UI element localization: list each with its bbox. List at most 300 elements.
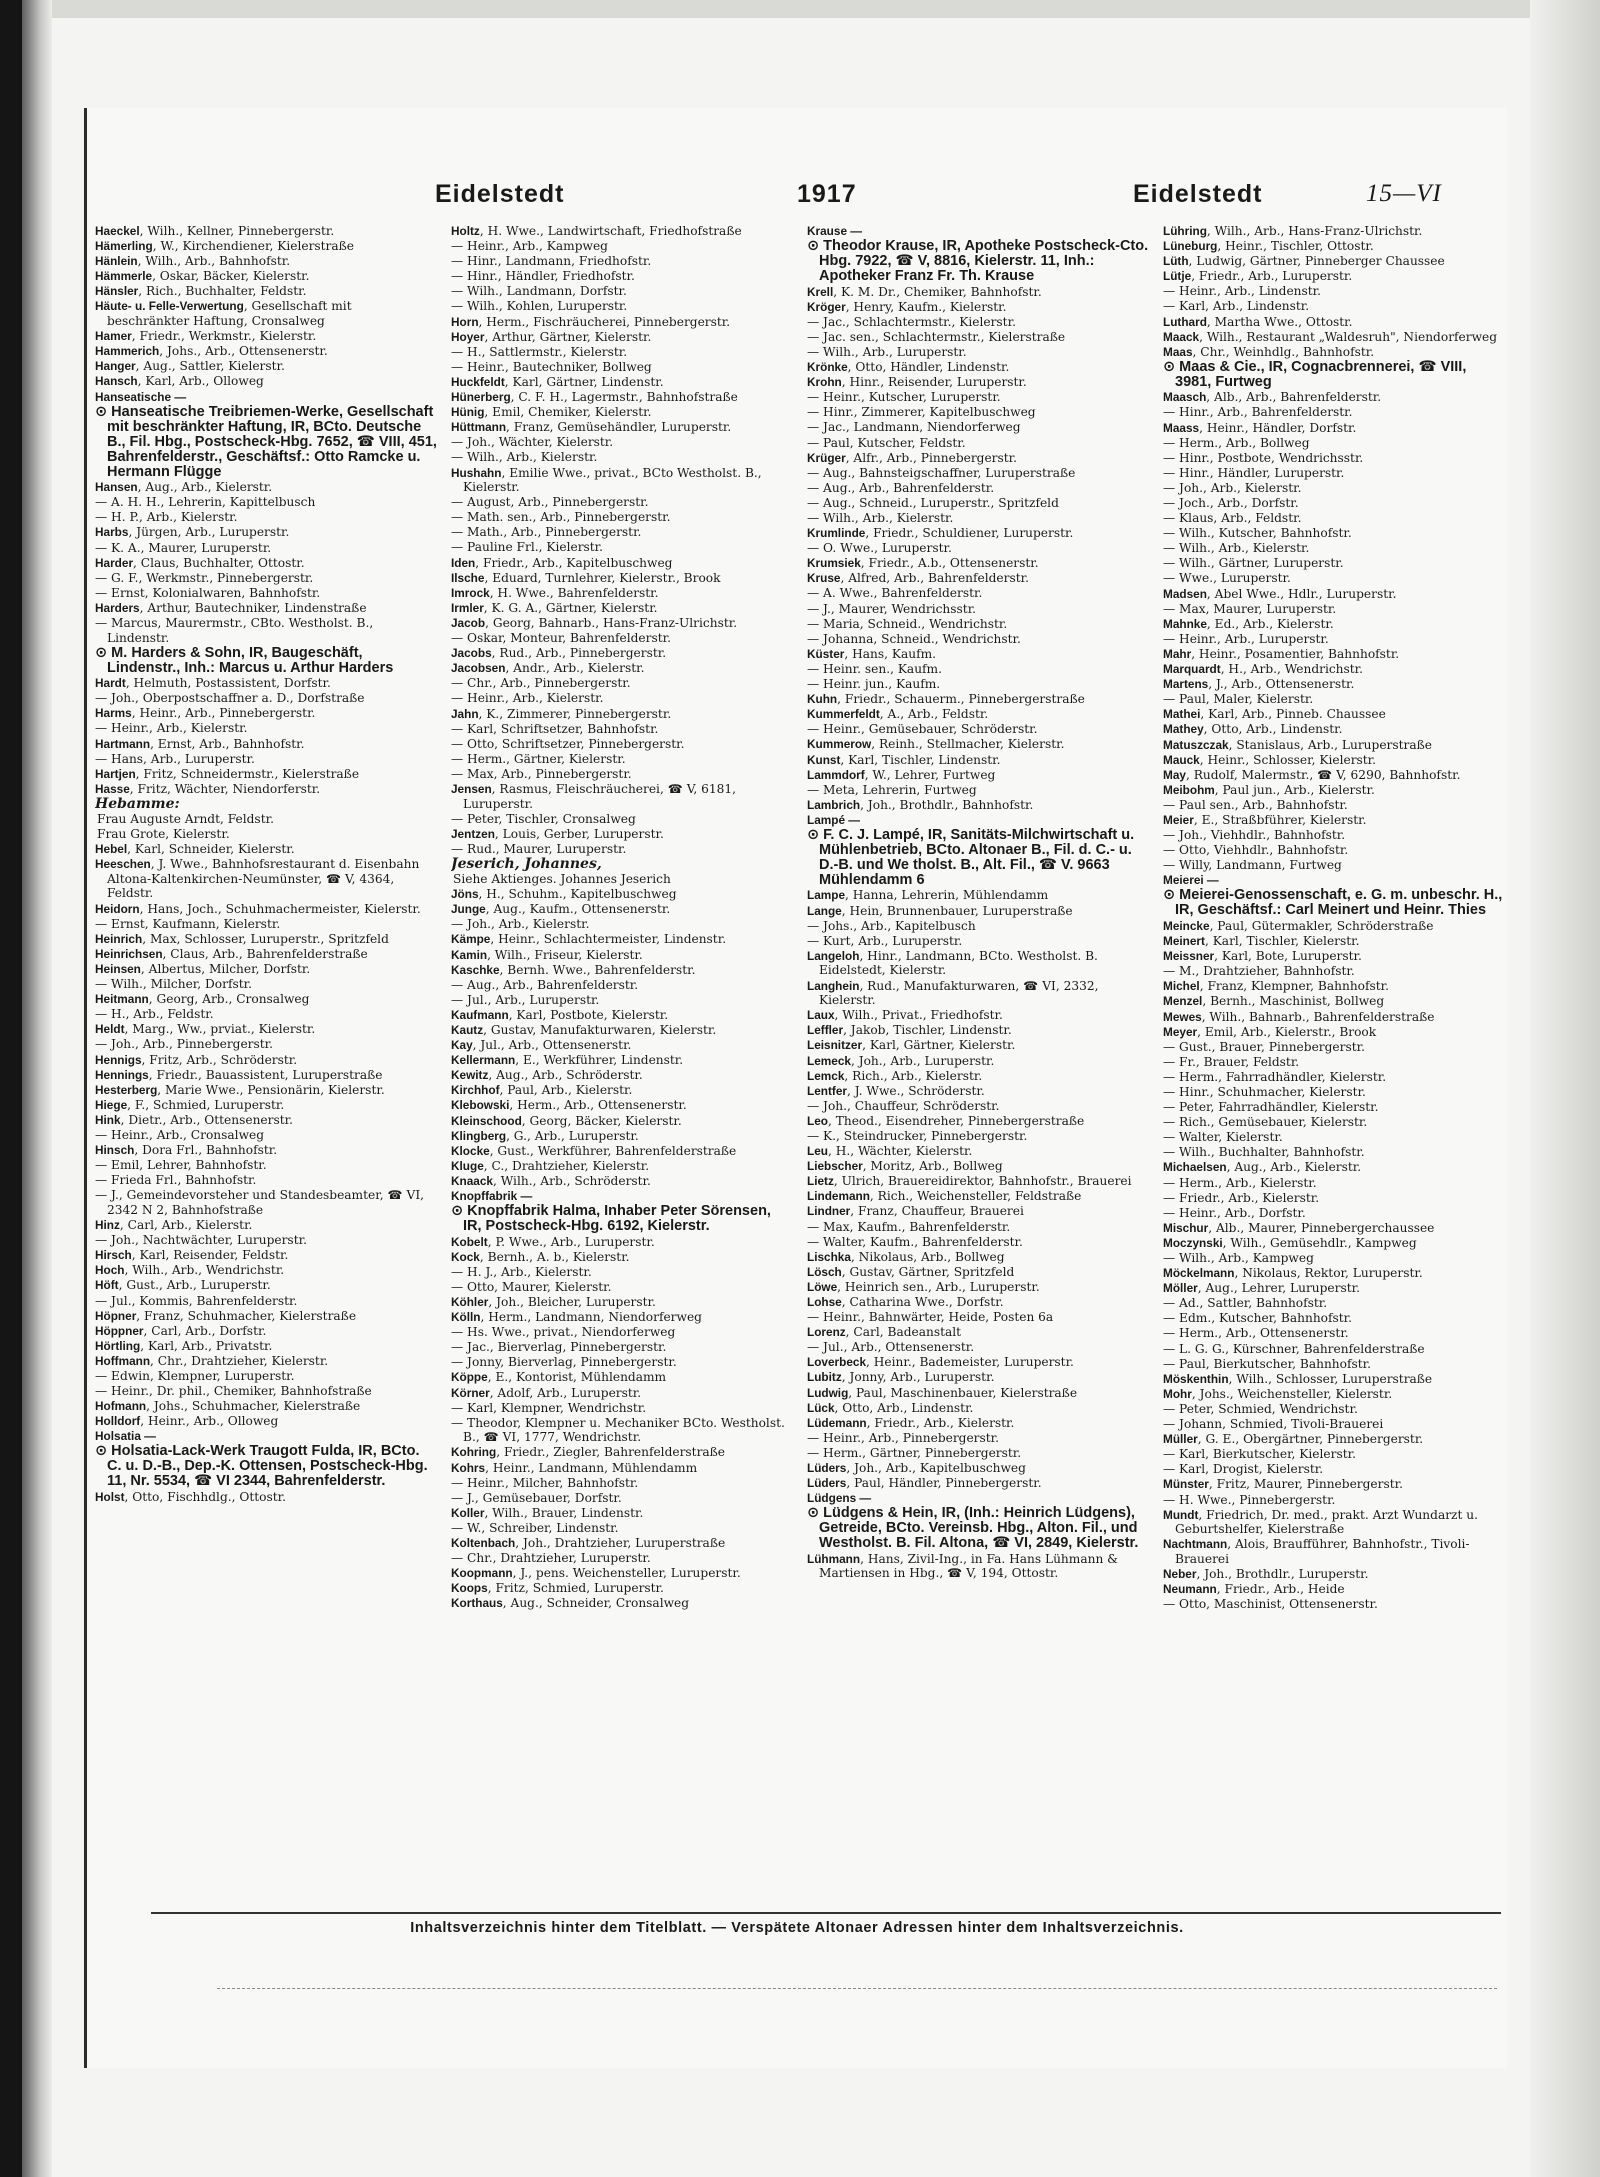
directory-entry: — Hinr., Landmann, Friedhofstr. (451, 254, 652, 269)
directory-entry: Hämerling, W., Kirchendiener, Kielerstraße (95, 239, 354, 254)
directory-entry: Häute- u. Felle-Verwertung, Gesellschaft mit beschränkter Haftung, Cronsalweg (95, 299, 352, 329)
directory-entry: — Emil, Lehrer, Bahnhofstr. (95, 1158, 267, 1173)
directory-entry: Holst, Otto, Fischhdlg., Ottostr. (95, 1489, 287, 1504)
directory-entry: Harders, Arthur, Bautechniker, Lindenstraße (95, 600, 367, 615)
directory-entry: ⊙ M. Harders & Sohn, IR, Baugeschäft, Lindenstr., Inh.: Marcus u. Arthur Harders (95, 644, 394, 676)
directory-entry: Meibohm, Paul jun., Arb., Kielerstr. (1163, 782, 1375, 797)
directory-entry: Jentzen, Louis, Gerber, Luruperstr. (451, 826, 664, 841)
directory-entry: — Jonny, Bierverlag, Pinnebergerstr. (451, 1355, 677, 1370)
directory-entry: Leisnitzer, Karl, Gärtner, Kielerstr. (807, 1038, 1016, 1053)
directory-entry: — Heinr., Arb., Cronsalweg (95, 1127, 265, 1142)
directory-entry: Meier, E., Straßbführer, Kielerstr. (1163, 812, 1367, 827)
directory-entry: — Marcus, Maurermstr., CBto. Westholst. B., Lindenstr. (95, 615, 374, 645)
directory-entry: Moczynski, Wilh., Gemüsehdlr., Kampweg (1163, 1235, 1417, 1250)
directory-entry: — Karl, Drogist, Kielerstr. (1163, 1462, 1324, 1477)
directory-entry: Kaufmann, Karl, Postbote, Kielerstr. (451, 1007, 669, 1022)
directory-entry: Jacobsen, Andr., Arb., Kielerstr. (451, 661, 645, 676)
directory-entry: — Hinr., Zimmerer, Kapitelbuschweg (807, 405, 1036, 420)
directory-entry: Koopmann, J., pens. Weichensteller, Luruperstr. (451, 1566, 741, 1581)
directory-entry: — Herm., Fahrradhändler, Kielerstr. (1163, 1069, 1387, 1084)
directory-entry: — Pauline Frl., Kielerstr. (451, 540, 604, 555)
directory-entry: Kluge, C., Drahtzieher, Kielerstr. (451, 1158, 650, 1173)
directory-entry: — L. G. G., Kürschner, Bahrenfelderstraße (1163, 1341, 1425, 1356)
directory-entry: — Joh., Wächter, Kielerstr. (451, 435, 614, 450)
directory-entry: Kamin, Wilh., Friseur, Kielerstr. (451, 947, 643, 962)
directory-entry: — Hs. Wwe., privat., Niendorferweg (451, 1325, 676, 1340)
directory-entry: — Otto, Maurer, Kielerstr. (451, 1279, 612, 1294)
directory-entry: Madsen, Abel Wwe., Hdlr., Luruperstr. (1163, 586, 1397, 601)
directory-entry: — Heinr., Arb., Dorfstr. (1163, 1205, 1306, 1220)
directory-entry: — Joh., Chauffeur, Schröderstr. (807, 1098, 1000, 1113)
footer-rule (151, 1912, 1501, 1914)
directory-entry: — Wilh., Gärtner, Luruperstr. (1163, 556, 1344, 571)
directory-entry: — Hinr., Händler, Luruperstr. (1163, 465, 1345, 480)
directory-entry: Hoch, Wilh., Arb., Wendrichstr. (95, 1263, 285, 1278)
directory-entry: Krause — (807, 224, 863, 238)
footer-note: Inhaltsverzeichnis hinter dem Titelblatt. — Verspätete Altonaer Adressen hinter dem Inhaltsverzeichnis. (410, 1920, 1184, 1936)
directory-entry: — Jac., Landmann, Niendorferweg (807, 420, 1021, 435)
directory-entry: Münster, Fritz, Maurer, Pinnebergerstr. (1163, 1477, 1403, 1492)
directory-entry: Möller, Aug., Lehrer, Luruperstr. (1163, 1281, 1360, 1296)
directory-entry: ⊙ Meierei-Genossenschaft, e. G. m. unbeschr. H., IR, Geschäftsf.: Carl Meinert und Heinr. Thies (1163, 887, 1503, 919)
directory-entry: Lindner, Franz, Chauffeur, Brauerei (807, 1204, 1024, 1219)
directory-entry: Imrock, H. Wwe., Bahrenfelderstr. (451, 585, 659, 600)
directory-entry: Koller, Wilh., Brauer, Lindenstr. (451, 1505, 644, 1520)
directory-entry: Kunst, Karl, Tischler, Lindenstr. (807, 752, 1001, 767)
directory-entry: Lentfer, J. Wwe., Schröderstr. (807, 1083, 985, 1098)
directory-entry: — J., Gemüsebauer, Dorfstr. (451, 1490, 622, 1505)
directory-entry: Meinert, Karl, Tischler, Kielerstr. (1163, 934, 1360, 949)
directory-entry: — Klaus, Arb., Feldstr. (1163, 511, 1302, 526)
directory-entry: Leffler, Jakob, Tischler, Lindenstr. (807, 1023, 1012, 1038)
directory-entry: Höppner, Carl, Arb., Dorfstr. (95, 1323, 267, 1338)
directory-entry: Haeckel, Wilh., Kellner, Pinnebergerstr. (95, 224, 335, 238)
directory-entry: — Frieda Frl., Bahnhofstr. (95, 1173, 257, 1188)
directory-entry: — Jac., Schlachtermstr., Kielerstr. (807, 314, 1016, 329)
directory-entry: Heldt, Marg., Ww., prviat., Kielerstr. (95, 1022, 316, 1037)
directory-entry: Hammerich, Johs., Arb., Ottensenerstr. (95, 344, 328, 359)
directory-entry: — Johanna, Schneid., Wendrichstr. (807, 631, 1021, 646)
directory-entry: Jeserich, Johannes, (451, 855, 602, 872)
directory-entry: Hämmerle, Oskar, Bäcker, Kielerstr. (95, 269, 310, 284)
directory-entry: Hanseatische — (95, 389, 187, 404)
directory-entry: Jahn, K., Zimmerer, Pinnebergerstr. (451, 706, 672, 721)
directory-entry: Hink, Dietr., Arb., Ottensenerstr. (95, 1112, 293, 1127)
header-place-right: Eidelstedt (1133, 180, 1263, 208)
directory-entry: Lorenz, Carl, Badeanstalt (807, 1325, 962, 1340)
directory-entry: Kock, Bernh., A. b., Kielerstr. (451, 1249, 630, 1264)
directory-entry: Siehe Aktienges. Johannes Jeserich (453, 872, 671, 887)
directory-entry: Möskenthin, Wilh., Schlosser, Luruperstraße (1163, 1371, 1433, 1386)
directory-entry: — Wilh., Milcher, Dorfstr. (95, 977, 252, 992)
directory-entry: — Otto, Maschinist, Ottensenerstr. (1163, 1597, 1378, 1612)
directory-entry: Kewitz, Aug., Arb., Schröderstr. (451, 1068, 643, 1083)
directory-entry: — Karl, Schriftsetzer, Bahnhofstr. (451, 721, 659, 736)
directory-entry: — Chr., Drahtzieher, Luruperstr. (451, 1551, 651, 1566)
directory-entry: Hiege, F., Schmied, Luruperstr. (95, 1097, 285, 1112)
directory-entry: ⊙ Hanseatische Treibriemen-Werke, Gesellschaft mit beschränkter Haftung, IR, BCto. Deutsche B., Fil. Hbg., Postscheck-Hbg. 7652, ☎ VIII, 451, Bahrenfelderstr., Geschäftsf.: Otto Ramcke u. Hermann Flügge (95, 403, 437, 480)
directory-entry: Hartmann, Ernst, Arb., Bahnhofstr. (95, 736, 305, 751)
directory-entry: Kämpe, Heinr., Schlachtermeister, Lindenstr. (451, 932, 727, 947)
directory-entry: Lüders, Paul, Händler, Pinnebergerstr. (807, 1476, 1042, 1491)
directory-entry: Neumann, Friedr., Arb., Heide (1163, 1582, 1345, 1597)
directory-entry: — August, Arb., Pinnebergerstr. (451, 495, 649, 510)
directory-entry: Frau Auguste Arndt, Feldstr. (97, 812, 274, 826)
directory-entry: Heitmann, Georg, Arb., Cronsalweg (95, 992, 310, 1007)
running-header (87, 180, 1507, 214)
bottom-dashed-line (217, 1988, 1497, 1989)
directory-entry: — Joh., Nachtwächter, Luruperstr. (95, 1233, 307, 1248)
directory-entry: — Otto, Schriftsetzer, Pinnebergerstr. (451, 736, 685, 751)
directory-entry: Kummerfeldt, A., Arb., Feldstr. (807, 707, 989, 722)
directory-entry: Frau Grote, Kielerstr. (97, 827, 230, 842)
directory-entry: Koltenbach, Joh., Drahtzieher, Luruperstraße (451, 1535, 726, 1550)
directory-entry: Jacob, Georg, Bahnarb., Hans-Franz-Ulrichstr. (451, 615, 738, 630)
directory-entry: — Max, Maurer, Luruperstr. (1163, 601, 1337, 616)
directory-entry: Leu, H., Wächter, Kielerstr. (807, 1144, 973, 1159)
directory-entry: Holsatia — (95, 1429, 156, 1444)
directory-entry: — Heinr., Kutscher, Luruperstr. (807, 390, 1001, 405)
directory-entry: Kay, Jul., Arb., Ottensenerstr. (451, 1038, 632, 1053)
directory-entry: Meincke, Paul, Gütermakler, Schröderstraße (1163, 918, 1434, 933)
directory-entry: — H. J., Arb., Kielerstr. (451, 1264, 592, 1279)
directory-entry: — Heinr., Dr. phil., Chemiker, Bahnhofstraße (95, 1384, 372, 1399)
directory-entry: — Aug., Bahnsteigschaffner, Luruperstraße (807, 465, 1076, 480)
directory-entry: Lüders, Joh., Arb., Kapitelbuschweg (807, 1461, 1026, 1476)
directory-entry: — Max, Kaufm., Bahrenfelderstr. (807, 1219, 1011, 1234)
directory-entry: — Hinr., Händler, Friedhofstr. (451, 269, 635, 284)
directory-entry: Hirsch, Karl, Reisender, Feldstr. (95, 1248, 289, 1263)
directory-entry: — Wilh., Arb., Kielerstr. (451, 450, 598, 465)
directory-entry: Hofmann, Johs., Schuhmacher, Kielerstraße (95, 1399, 361, 1414)
directory-entry: — G. F., Werkmstr., Pinnebergerstr. (95, 570, 314, 585)
directory-entry: — Karl, Bierkutscher, Kielerstr. (1163, 1447, 1356, 1462)
directory-entry: Lange, Hein, Brunnenbauer, Luruperstraße (807, 903, 1073, 918)
directory-entry: — Peter, Tischler, Cronsalweg (451, 811, 636, 826)
directory-entry: Höpner, Franz, Schuhmacher, Kielerstraße (95, 1308, 357, 1323)
directory-entry: ⊙ Maas & Cie., IR, Cognacbrennerei, ☎ VIII, 3981, Furtweg (1163, 358, 1467, 390)
directory-entry: — Herm., Arb., Kielerstr. (1163, 1175, 1317, 1190)
directory-entry: Mathey, Otto, Arb., Lindenstr. (1163, 722, 1343, 737)
directory-entry: — Jac., Bierverlag, Pinnebergerstr. (451, 1340, 667, 1355)
directory-entry: Menzel, Bernh., Maschinist, Bollweg (1163, 994, 1385, 1009)
directory-entry: ⊙ Knopffabrik Halma, Inhaber Peter Sörensen, IR, Postscheck-Hbg. 6192, Kielerstr. (451, 1203, 771, 1235)
directory-entry: — Herm., Gärtner, Pinnebergerstr. (807, 1445, 1022, 1460)
directory-entry: — Heinr. sen., Kaufm. (807, 661, 942, 676)
directory-entry: — Maria, Schneid., Wendrichstr. (807, 616, 1008, 631)
directory-entry: Horn, Herm., Fischräucherei, Pinnebergerstr. (451, 314, 731, 329)
directory-entry: Lemck, Rich., Arb., Kielerstr. (807, 1068, 983, 1083)
directory-entry: Krumlinde, Friedr., Schuldiener, Luruperstr. (807, 526, 1074, 541)
directory-entry: — Joh., Viehhdlr., Bahnhofstr. (1163, 828, 1346, 843)
directory-entry: Koops, Fritz, Schmied, Luruperstr. (451, 1581, 664, 1596)
directory-entry: Martens, J., Arb., Ottensenerstr. (1163, 677, 1355, 692)
directory-entry: Loverbeck, Heinr., Bademeister, Luruperstr. (807, 1355, 1074, 1370)
directory-entry: Maasch, Alb., Arb., Bahrenfelderstr. (1163, 390, 1382, 405)
directory-entry: Lubitz, Jonny, Arb., Luruperstr. (807, 1370, 995, 1385)
directory-entry: Kölln, Herm., Landmann, Niendorferweg (451, 1310, 702, 1325)
directory-entry: — Aug., Arb., Bahrenfelderstr. (807, 480, 995, 495)
directory-entry: — Edm., Kutscher, Bahnhofstr. (1163, 1311, 1353, 1326)
directory-entry: — Hinr., Postbote, Wendrichsstr. (1163, 450, 1364, 465)
directory-entry: Lösch, Gustav, Gärtner, Spritzfeld (807, 1264, 1015, 1279)
column-2 (451, 224, 793, 1914)
directory-entry: — Meta, Lehrerin, Furtweg (807, 782, 977, 797)
directory-entry: — Rud., Maurer, Luruperstr. (451, 841, 627, 856)
directory-entry: Löwe, Heinrich sen., Arb., Luruperstr. (807, 1279, 1040, 1294)
directory-entry: Krohn, Hinr., Reisender, Luruperstr. (807, 375, 1027, 390)
directory-entry: Krumsiek, Friedr., A.b., Ottensenerstr. (807, 556, 1039, 571)
directory-entry: Mischur, Alb., Maurer, Pinnebergerchaussee (1163, 1220, 1435, 1235)
directory-entry: Korthaus, Aug., Schneider, Cronsalweg (451, 1596, 690, 1611)
directory-entry: Holtz, H. Wwe., Landwirtschaft, Friedhofstraße (451, 224, 742, 238)
directory-entry: Hünig, Emil, Chemiker, Kielerstr. (451, 405, 652, 420)
directory-entry: — Edwin, Klempner, Luruperstr. (95, 1368, 295, 1383)
directory-entry: — Wilh., Landmann, Dorfstr. (451, 284, 627, 299)
directory-entry: Kellermann, E., Werkführer, Lindenstr. (451, 1053, 684, 1068)
directory-entry: — Hans, Arb., Luruperstr. (95, 751, 255, 766)
directory-entry: Küster, Hans, Kaufm. (807, 646, 937, 661)
directory-entry: Möckelmann, Nikolaus, Rektor, Luruperstr. (1163, 1266, 1423, 1281)
directory-entry: ⊙ Holsatia-Lack-Werk Traugott Fulda, IR, BCto. C. u. D.-B., Dep.-K. Ottensen, Postscheck-Hbg. 11, Nr. 5534, ☎ VI 2344, Bahrenfelderstr. (95, 1443, 428, 1490)
directory-entry: Mahnke, Ed., Arb., Kielerstr. (1163, 616, 1334, 631)
directory-entry: — Heinr., Bautechniker, Bollweg (451, 359, 652, 374)
directory-entry: Lütje, Friedr., Arb., Luruperstr. (1163, 269, 1353, 284)
directory-entry: — Heinr., Bahnwärter, Heide, Posten 6a (807, 1310, 1054, 1325)
directory-entry: — K. A., Maurer, Luruperstr. (95, 540, 272, 555)
directory-entry: Mewes, Wilh., Bahnarb., Bahrenfelderstraße (1163, 1009, 1435, 1024)
directory-entry: Ludwig, Paul, Maschinenbauer, Kielerstraße (807, 1385, 1078, 1400)
directory-entry: Klebowski, Herm., Arb., Ottensenerstr. (451, 1098, 687, 1113)
directory-entry: — Herm., Arb., Ottensenerstr. (1163, 1326, 1349, 1341)
directory-entry: — Hinr., Arb., Bahrenfelderstr. (1163, 405, 1353, 420)
directory-entry: — Walter, Kielerstr. (1163, 1130, 1283, 1145)
directory-entry: Liebscher, Moritz, Arb., Bollweg (807, 1159, 1003, 1174)
directory-entry: Irmler, K. G. A., Gärtner, Kielerstr. (451, 600, 658, 615)
directory-entry: Lühmann, Hans, Zivil-Ing., in Fa. Hans Lühmann & Martiensen in Hbg., ☎ V, 194, Ottostr. (807, 1551, 1119, 1581)
directory-entry: — Heinr., Arb., Kampweg (451, 239, 608, 254)
directory-entry: Kleinschood, Georg, Bäcker, Kielerstr. (451, 1113, 682, 1128)
directory-entry: Marquardt, H., Arb., Wendrichstr. (1163, 662, 1364, 677)
directory-entry: Lemeck, Joh., Arb., Luruperstr. (807, 1053, 995, 1068)
directory-entry: Huckfeldt, Karl, Gärtner, Lindenstr. (451, 374, 664, 389)
directory-entry: Kaschke, Bernh. Wwe., Bahrenfelderstr. (451, 962, 696, 977)
directory-entry: — J., Maurer, Wendrichsstr. (807, 601, 977, 616)
directory-entry: — O. Wwe., Luruperstr. (807, 541, 952, 556)
directory-entry: — Karl, Klempner, Wendrichstr. (451, 1400, 647, 1415)
directory-entry: — K., Steindrucker, Pinnebergerstr. (807, 1128, 1028, 1143)
directory-entry: Köppe, E., Kontorist, Mühlendamm (451, 1370, 667, 1385)
directory-entry: Kröger, Henry, Kaufm., Kielerstr. (807, 299, 1007, 314)
directory-entry: Langhein, Rud., Manufakturwaren, ☎ VI, 2332, Kielerstr. (807, 978, 1099, 1008)
directory-entry: — Wwe., Luruperstr. (1163, 571, 1291, 586)
directory-entry: Meyer, Emil, Arb., Kielerstr., Brook (1163, 1024, 1377, 1039)
directory-entry: — Wilh., Arb., Kielerstr. (1163, 541, 1310, 556)
directory-entry: — Ernst, Kolonialwaren, Bahnhofstr. (95, 585, 321, 600)
directory-entry: — Heinr. jun., Kaufm. (807, 677, 941, 692)
directory-entry: Mahr, Heinr., Posamentier, Bahnhofstr. (1163, 646, 1400, 661)
directory-entry: Knopffabrik — (451, 1189, 533, 1203)
directory-entry: Hinsch, Dora Frl., Bahnhofstr. (95, 1143, 278, 1158)
directory-entry: Heeschen, J. Wwe., Bahnhofsrestaurant d. Eisenbahn Altona-Kaltenkirchen-Neumünster, ☎ V, 4364, Feldstr. (95, 857, 420, 901)
directory-entry: — M., Drahtzieher, Bahnhofstr. (1163, 964, 1355, 979)
directory-entry: Lampé — (807, 812, 861, 827)
directory-entry: Lüdemann, Friedr., Arb., Kielerstr. (807, 1415, 1015, 1430)
directory-entry: Lühring, Wilh., Arb., Hans-Franz-Ulrichstr. (1163, 224, 1423, 238)
directory-entry: — Math. sen., Arb., Pinnebergerstr. (451, 510, 671, 525)
directory-entry: Mauck, Heinr., Schlosser, Kielerstr. (1163, 752, 1377, 767)
directory-entry: — Friedr., Arb., Kielerstr. (1163, 1190, 1320, 1205)
directory-entry: — Jul., Arb., Ottensenerstr. (807, 1340, 975, 1355)
directory-entry: Müller, G. E., Obergärtner, Pinnebergerstr. (1163, 1432, 1424, 1447)
directory-entry: Kummerow, Reinh., Stellmacher, Kielerstr. (807, 737, 1065, 752)
directory-entry: Krell, K. M. Dr., Chemiker, Bahnhofstr. (807, 284, 1042, 299)
directory-entry: — Rich., Gemüsebauer, Kielerstr. (1163, 1115, 1368, 1130)
scan-binding-edge (0, 0, 22, 2177)
directory-entry: — Johs., Arb., Kapitelbusch (807, 918, 976, 933)
directory-entry: — Jul., Kommis, Bahrenfelderstr. (95, 1293, 298, 1308)
directory-entry: Lampe, Hanna, Lehrerin, Mühlendamm (807, 888, 1049, 903)
directory-entry: — Heinr., Arb., Kielerstr. (95, 721, 248, 736)
directory-entry: Jacobs, Rud., Arb., Pinnebergerstr. (451, 646, 667, 661)
directory-entry: Laux, Wilh., Privat., Friedhofstr. (807, 1008, 1003, 1023)
directory-entry: Mathei, Karl, Arb., Pinneb. Chaussee (1163, 707, 1386, 722)
directory-entry: — H., Sattlermstr., Kielerstr. (451, 344, 628, 359)
directory-entry: Hebamme: (95, 795, 180, 812)
directory-entry: — Chr., Arb., Pinnebergerstr. (451, 676, 631, 691)
directory-entry: Jöns, H., Schuhm., Kapitelbuschweg (451, 887, 677, 902)
directory-entry: Luthard, Martha Wwe., Ottostr. (1163, 314, 1353, 329)
directory-entry: Meissner, Karl, Bote, Luruperstr. (1163, 949, 1362, 964)
directory-entry: Körner, Adolf, Arb., Luruperstr. (451, 1385, 642, 1400)
directory-entry: ⊙ Lüdgens & Hein, IR, (Inh.: Heinrich Lüdgens), Getreide, BCto. Vereinsb. Hbg., Alton. Fil., und Westholst. B. Fil. Altona, ☎ VI, 2849, Kielerstr. (807, 1505, 1139, 1552)
directory-entry: Höft, Gust., Arb., Luruperstr. (95, 1278, 271, 1293)
directory-entry: — Paul, Maler, Kielerstr. (1163, 692, 1314, 707)
directory-entry: Hesterberg, Marie Wwe., Pensionärin, Kielerstr. (95, 1082, 385, 1097)
directory-entry: Jensen, Rasmus, Fleischräucherei, ☎ V, 6181, Luruperstr. (451, 781, 737, 811)
header-year: 1917 (797, 180, 857, 208)
directory-entry: Köhler, Joh., Bleicher, Luruperstr. (451, 1294, 656, 1309)
scan-binding-shadow (22, 0, 52, 2177)
directory-entry: Neber, Joh., Brothdlr., Luruperstr. (1163, 1566, 1369, 1581)
directory-entry: Heinsen, Albertus, Milcher, Dorfstr. (95, 961, 311, 976)
directory-entry: Michel, Franz, Klempner, Bahnhofstr. (1163, 979, 1390, 994)
directory-entry: — H. P., Arb., Kielerstr. (95, 510, 238, 525)
directory-entry: Michaelsen, Aug., Arb., Kielerstr. (1163, 1160, 1362, 1175)
directory-entry: — Jac. sen., Schlachtermstr., Kielerstraße (807, 329, 1066, 344)
directory-entry: — Jul., Arb., Luruperstr. (451, 992, 600, 1007)
directory-entry: — A. Wwe., Bahrenfelderstr. (807, 586, 983, 601)
directory-entry: Maass, Heinr., Händler, Dorfstr. (1163, 420, 1357, 435)
directory-entry: — H., Arb., Feldstr. (95, 1007, 214, 1022)
directory-entry: Mundt, Friedrich, Dr. med., prakt. Arzt Wundarzt u. Geburtshelfer, Kielerstraße (1163, 1507, 1478, 1537)
directory-entry: Krüger, Alfr., Arb., Pinnebergerstr. (807, 450, 1018, 465)
directory-entry: — Wilh., Kohlen, Luruperstr. (451, 299, 628, 314)
directory-entry: — Oskar, Monteur, Bahrenfelderstr. (451, 631, 671, 646)
directory-entry: — Paul sen., Arb., Bahnhofstr. (1163, 797, 1348, 812)
column-1 (95, 224, 437, 1914)
directory-entry: — Fr., Brauer, Feldstr. (1163, 1054, 1300, 1069)
directory-entry: — Paul, Kutscher, Feldstr. (807, 435, 966, 450)
directory-entry: Kuhn, Friedr., Schauerm., Pinnebergerstraße (807, 692, 1085, 707)
directory-entry: Lüdgens — (807, 1491, 872, 1506)
directory-entry: Leo, Theod., Eisendreher, Pinnebergerstraße (807, 1113, 1085, 1128)
directory-entry: Holldorf, Heinr., Arb., Olloweg (95, 1414, 279, 1429)
directory-entry: — Peter, Schmied, Wendrichstr. (1163, 1401, 1358, 1416)
directory-entry: Heinrichsen, Claus, Arb., Bahrenfelderstraße (95, 946, 368, 961)
header-place-left: Eidelstedt (435, 180, 565, 208)
directory-entry: — Hinr., Schuhmacher, Kielerstr. (1163, 1084, 1366, 1099)
directory-entry: Iden, Friedr., Arb., Kapitelbuschweg (451, 555, 673, 570)
directory-entry: Hüttmann, Franz, Gemüsehändler, Luruperstr. (451, 420, 732, 435)
directory-entry: Hörtling, Karl, Arb., Privatstr. (95, 1338, 273, 1353)
directory-entry: — Peter, Fahrradhändler, Kielerstr. (1163, 1100, 1379, 1115)
directory-entry: Hushahn, Emilie Wwe., privat., BCto Westholst. B., Kielerstr. (451, 465, 762, 495)
directory-entry: Lambrich, Joh., Brothdlr., Bahnhofstr. (807, 797, 1034, 812)
directory-entry: Hasse, Fritz, Wächter, Niendorferstr. (95, 781, 321, 796)
directory-entry: — Willy, Landmann, Furtweg (1163, 858, 1342, 873)
directory-entry: — Aug., Schneid., Luruperstr., Spritzfeld (807, 495, 1059, 510)
entry-columns (95, 224, 1503, 1914)
directory-entry: Hanger, Aug., Sattler, Kielerstr. (95, 359, 285, 374)
directory-entry: Kautz, Gustav, Manufakturwaren, Kielerstr. (451, 1022, 717, 1037)
directory-entry: Maack, Wilh., Restaurant „Waldesruh", Niendorferweg (1163, 329, 1498, 344)
directory-entry: Hoffmann, Chr., Drahtzieher, Kielerstr. (95, 1353, 329, 1368)
directory-entry: Hartjen, Fritz, Schneidermstr., Kielerstraße (95, 766, 360, 781)
directory-entry: Hennigs, Fritz, Arb., Schröderstr. (95, 1052, 298, 1067)
directory-entry: — Otto, Viehhdlr., Bahnhofstr. (1163, 843, 1349, 858)
directory-entry: — Math., Arb., Pinnebergerstr. (451, 525, 642, 540)
directory-entry: May, Rudolf, Malermstr., ☎ V, 6290, Bahnhofstr. (1163, 767, 1461, 782)
directory-entry: ⊙ F. C. J. Lampé, IR, Sanitäts-Milchwirtschaft u. Mühlenbetrieb, BCto. Altonaer B., Fil. d. C.- u. D.-B. und We tholst. B., Alt. Fil., ☎ V. 9663 Mühlendamm 6 (807, 826, 1135, 888)
directory-entry: Hansen, Aug., Arb., Kielerstr. (95, 480, 273, 495)
directory-entry: Matuszczak, Stanislaus, Arb., Luruperstraße (1163, 737, 1432, 752)
directory-entry: Harbs, Jürgen, Arb., Luruperstr. (95, 525, 290, 540)
directory-entry: Klingberg, G., Arb., Luruperstr. (451, 1128, 639, 1143)
directory-entry: Harder, Claus, Buchhalter, Ottostr. (95, 555, 305, 570)
directory-entry: — Wilh., Arb., Luruperstr. (807, 344, 967, 359)
directory-entry: — Herm., Arb., Bollweg (1163, 435, 1310, 450)
page-number: 15—VI (1366, 180, 1442, 207)
directory-entry: Langeloh, Hinr., Landmann, BCto. Westholst. B. Eidelstedt, Kielerstr. (807, 948, 1098, 978)
directory-entry: Junge, Aug., Kaufm., Ottensenerstr. (451, 902, 671, 917)
directory-entry: Lüth, Ludwig, Gärtner, Pinneberger Chaussee (1163, 254, 1445, 269)
directory-entry: — Joch., Arb., Dorfstr. (1163, 496, 1299, 510)
directory-entry: — Paul, Bierkutscher, Bahnhofstr. (1163, 1356, 1372, 1371)
directory-entry: Kirchhof, Paul, Arb., Kielerstr. (451, 1083, 633, 1098)
directory-entry: — J., Gemeindevorsteher und Standesbeamter, ☎ VI, 2342 N 2, Bahnhofstraße (95, 1188, 425, 1217)
directory-entry: Lischka, Nikolaus, Arb., Bollweg (807, 1249, 1005, 1264)
directory-entry: Lück, Otto, Arb., Lindenstr. (807, 1400, 974, 1415)
directory-entry: — Max, Arb., Pinnebergerstr. (451, 766, 632, 781)
directory-page (84, 108, 1507, 2068)
directory-entry: — H. Wwe., Pinnebergerstr. (1163, 1492, 1336, 1507)
directory-entry: — Wilh., Kutscher, Bahnhofstr. (1163, 526, 1352, 541)
directory-entry: Klocke, Gust., Werkführer, Bahrenfelderstraße (451, 1143, 737, 1158)
directory-entry: Lüneburg, Heinr., Tischler, Ottostr. (1163, 239, 1374, 254)
directory-entry: Hinz, Carl, Arb., Kielerstr. (95, 1218, 253, 1233)
directory-entry: — Joh., Oberpostschaffner a. D., Dorfstraße (95, 691, 365, 706)
directory-entry: — Karl, Arb., Lindenstr. (1163, 299, 1310, 314)
directory-entry: — Kurt, Arb., Luruperstr. (807, 933, 963, 948)
directory-entry: Heinrich, Max, Schlosser, Luruperstr., Spritzfeld (95, 931, 389, 946)
directory-entry: — Heinr., Arb., Kielerstr. (451, 691, 604, 706)
directory-entry: Lietz, Ulrich, Brauereidirektor, Bahnhofstr., Brauerei (807, 1174, 1132, 1189)
directory-entry: Kobelt, P. Wwe., Arb., Luruperstr. (451, 1234, 655, 1249)
directory-entry: — Wilh., Arb., Kampweg (1163, 1251, 1314, 1265)
directory-entry: — Theodor, Klempner u. Mechaniker BCto. Westholst. B., ☎ VI, 1777, Wendrichstr. (451, 1415, 785, 1445)
column-4 (1163, 224, 1505, 1914)
